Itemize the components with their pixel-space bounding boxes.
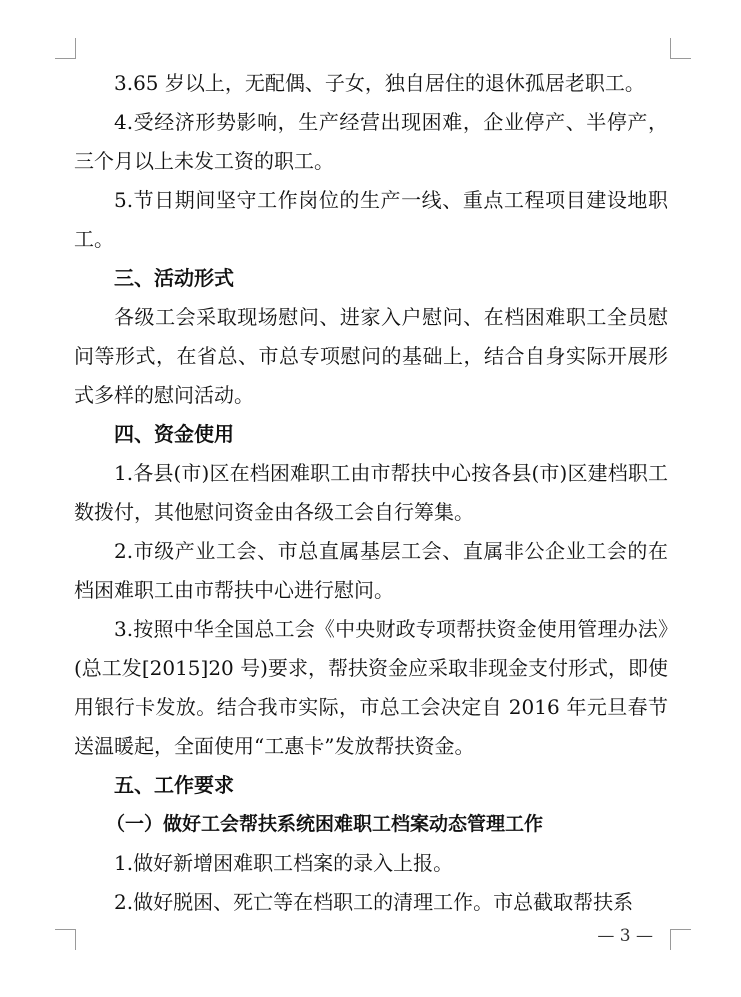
section-heading-activity-form: 三、活动形式 <box>114 266 234 290</box>
crop-mark-bottom-right <box>670 929 691 950</box>
paragraph-item-3: 3.65 岁以上，无配偶、子女，独自居住的退休孤居老职工。 <box>114 71 645 95</box>
crop-mark-top-right <box>670 38 691 59</box>
section-heading-fund-use: 四、资金使用 <box>114 422 234 446</box>
page-number: — 3 — <box>597 926 653 946</box>
paragraph-requirement-1: 1.做好新增困难职工档案的录入上报。 <box>114 851 454 875</box>
section-heading-work-requirements: 五、工作要求 <box>114 773 234 797</box>
paragraph-item-4: 4.受经济形势影响，生产经营出现困难，企业停产、半停产，三个月以上未发工资的职工。 <box>74 110 668 173</box>
document-body <box>74 64 668 922</box>
paragraph-item-5: 5.节日期间坚守工作岗位的生产一线、重点工程项目建设地职工。 <box>74 188 668 251</box>
paragraph-fund-3: 3.按照中华全国总工会《中央财政专项帮扶资金使用管理办法》(总工发[2015]20 号)要求，帮扶资金应采取非现金支付形式，即使用银行卡发放。结合我市实际，市总工会决定自 2016 年元旦春节送温暖起，全面使用“工惠卡”发放帮扶资金。 <box>74 617 668 758</box>
paragraph-fund-1: 1.各县(市)区在档困难职工由市帮扶中心按各县(市)区建档职工数拨付，其他慰问资金由各级工会自行筹集。 <box>74 461 668 524</box>
crop-mark-bottom-left <box>55 929 76 950</box>
subheading-archive-management: （一）做好工会帮扶系统困难职工档案动态管理工作 <box>106 813 544 835</box>
crop-mark-top-left <box>55 38 76 59</box>
paragraph-fund-2: 2.市级产业工会、市总直属基层工会、直属非公企业工会的在档困难职工由市帮扶中心进行慰问。 <box>74 539 668 602</box>
paragraph-requirement-2: 2.做好脱困、死亡等在档职工的清理工作。市总截取帮扶系 <box>114 890 634 914</box>
paragraph-activity-form: 各级工会采取现场慰问、进家入户慰问、在档困难职工全员慰问等形式，在省总、市总专项慰问的基础上，结合自身实际开展形式多样的慰问活动。 <box>74 305 668 407</box>
